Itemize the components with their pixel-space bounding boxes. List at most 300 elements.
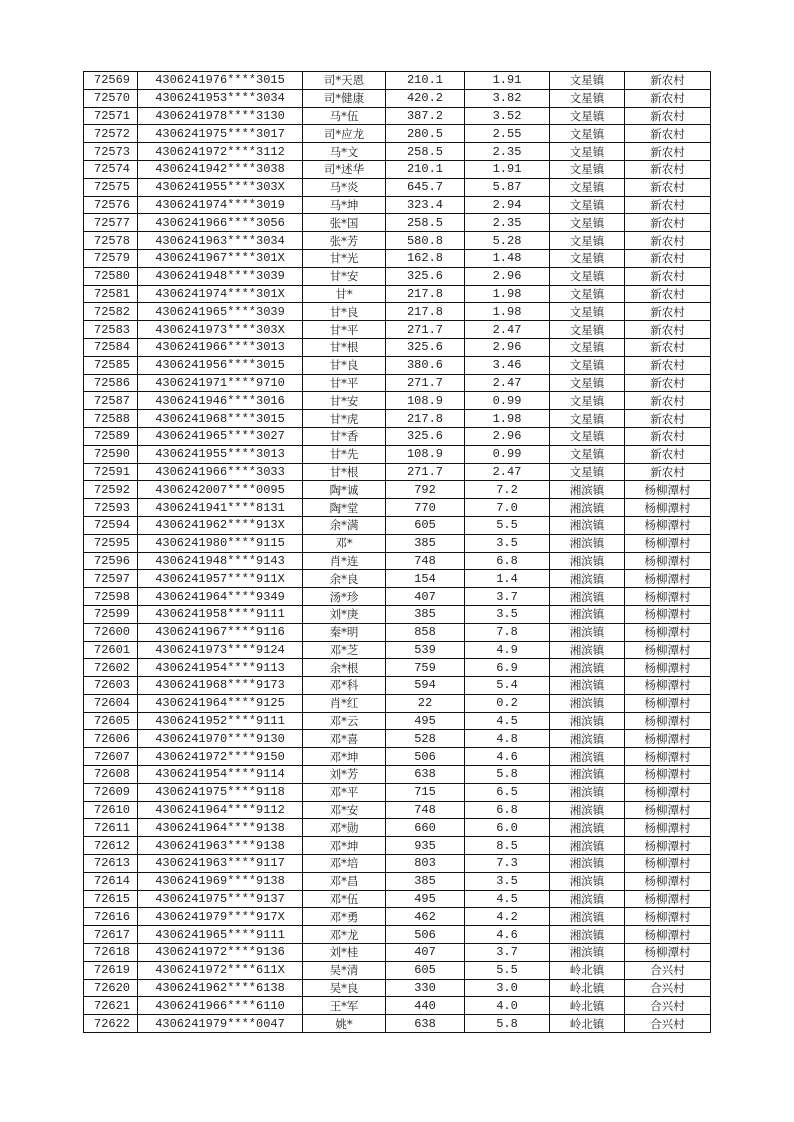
amount-cell: 108.9 — [386, 392, 465, 410]
area-cell: 1.98 — [465, 410, 550, 428]
town-cell: 文星镇 — [550, 392, 625, 410]
id-number-cell: 4306241980****9115 — [138, 534, 303, 552]
table-row — [84, 392, 711, 410]
name-cell: 司*天恩 — [303, 72, 386, 90]
town-cell: 湘滨镇 — [550, 783, 625, 801]
name-cell: 张*芳 — [303, 232, 386, 250]
area-cell: 7.2 — [465, 481, 550, 499]
village-cell: 新农村 — [625, 356, 711, 374]
village-cell: 新农村 — [625, 392, 711, 410]
area-cell: 4.5 — [465, 890, 550, 908]
area-cell: 5.4 — [465, 677, 550, 695]
table-row — [84, 819, 711, 837]
town-cell: 湘滨镇 — [550, 588, 625, 606]
serial-number-cell: 72591 — [84, 463, 138, 481]
id-number-cell: 4306241962****913X — [138, 516, 303, 534]
serial-number-cell: 72584 — [84, 338, 138, 356]
id-number-cell: 4306241973****9124 — [138, 641, 303, 659]
table-row — [84, 944, 711, 962]
serial-number-cell: 72608 — [84, 766, 138, 784]
serial-number-cell: 72606 — [84, 730, 138, 748]
table-row — [84, 249, 711, 267]
town-cell: 文星镇 — [550, 338, 625, 356]
id-number-cell: 4306241965****9111 — [138, 926, 303, 944]
table-row — [84, 712, 711, 730]
area-cell: 3.7 — [465, 944, 550, 962]
name-cell: 甘* — [303, 285, 386, 303]
name-cell: 余*满 — [303, 516, 386, 534]
area-cell: 3.5 — [465, 534, 550, 552]
id-number-cell: 4306241963****9117 — [138, 855, 303, 873]
amount-cell: 210.1 — [386, 72, 465, 90]
serial-number-cell: 72574 — [84, 160, 138, 178]
town-cell: 文星镇 — [550, 196, 625, 214]
area-cell: 2.96 — [465, 267, 550, 285]
village-cell: 杨柳潭村 — [625, 677, 711, 695]
table-row — [84, 445, 711, 463]
name-cell: 甘*香 — [303, 427, 386, 445]
table-row — [84, 979, 711, 997]
town-cell: 湘滨镇 — [550, 570, 625, 588]
amount-cell: 495 — [386, 712, 465, 730]
town-cell: 文星镇 — [550, 72, 625, 90]
table-row — [84, 214, 711, 232]
amount-cell: 323.4 — [386, 196, 465, 214]
serial-number-cell: 72599 — [84, 605, 138, 623]
id-number-cell: 4306241966****3033 — [138, 463, 303, 481]
amount-cell: 154 — [386, 570, 465, 588]
serial-number-cell: 72594 — [84, 516, 138, 534]
amount-cell: 108.9 — [386, 445, 465, 463]
id-number-cell: 4306241965****3027 — [138, 427, 303, 445]
name-cell: 马*文 — [303, 143, 386, 161]
area-cell: 6.8 — [465, 552, 550, 570]
amount-cell: 407 — [386, 588, 465, 606]
area-cell: 3.0 — [465, 979, 550, 997]
village-cell: 合兴村 — [625, 1015, 711, 1033]
table-row — [84, 908, 711, 926]
serial-number-cell: 72609 — [84, 783, 138, 801]
id-number-cell: 4306241967****9116 — [138, 623, 303, 641]
area-cell: 1.4 — [465, 570, 550, 588]
table-row — [84, 196, 711, 214]
area-cell: 0.2 — [465, 694, 550, 712]
amount-cell: 217.8 — [386, 285, 465, 303]
area-cell: 7.0 — [465, 499, 550, 517]
town-cell: 湘滨镇 — [550, 605, 625, 623]
name-cell: 甘*安 — [303, 267, 386, 285]
amount-cell: 748 — [386, 801, 465, 819]
table-row — [84, 837, 711, 855]
town-cell: 湘滨镇 — [550, 890, 625, 908]
table-row — [84, 125, 711, 143]
area-cell: 3.46 — [465, 356, 550, 374]
id-number-cell: 4306241956****3015 — [138, 356, 303, 374]
area-cell: 5.8 — [465, 1015, 550, 1033]
village-cell: 新农村 — [625, 89, 711, 107]
table-row — [84, 961, 711, 979]
amount-cell: 271.7 — [386, 463, 465, 481]
serial-number-cell: 72597 — [84, 570, 138, 588]
serial-number-cell: 72620 — [84, 979, 138, 997]
amount-cell: 638 — [386, 766, 465, 784]
table-row — [84, 285, 711, 303]
village-cell: 新农村 — [625, 463, 711, 481]
serial-number-cell: 72622 — [84, 1015, 138, 1033]
village-cell: 新农村 — [625, 427, 711, 445]
amount-cell: 605 — [386, 516, 465, 534]
town-cell: 文星镇 — [550, 321, 625, 339]
town-cell: 文星镇 — [550, 160, 625, 178]
id-number-cell: 4306241974****3019 — [138, 196, 303, 214]
village-cell: 新农村 — [625, 178, 711, 196]
village-cell: 杨柳潭村 — [625, 730, 711, 748]
town-cell: 湘滨镇 — [550, 801, 625, 819]
village-cell: 新农村 — [625, 160, 711, 178]
amount-cell: 380.6 — [386, 356, 465, 374]
name-cell: 甘*根 — [303, 463, 386, 481]
area-cell: 4.5 — [465, 712, 550, 730]
id-number-cell: 4306241942****3038 — [138, 160, 303, 178]
amount-cell: 792 — [386, 481, 465, 499]
town-cell: 湘滨镇 — [550, 659, 625, 677]
id-number-cell: 4306241973****303X — [138, 321, 303, 339]
amount-cell: 420.2 — [386, 89, 465, 107]
area-cell: 2.47 — [465, 321, 550, 339]
serial-number-cell: 72575 — [84, 178, 138, 196]
table-row — [84, 232, 711, 250]
table-row — [84, 72, 711, 90]
id-number-cell: 4306241952****9111 — [138, 712, 303, 730]
name-cell: 邓*龙 — [303, 926, 386, 944]
table-row — [84, 338, 711, 356]
serial-number-cell: 72595 — [84, 534, 138, 552]
name-cell: 邓*伍 — [303, 890, 386, 908]
serial-number-cell: 72603 — [84, 677, 138, 695]
town-cell: 文星镇 — [550, 125, 625, 143]
amount-cell: 385 — [386, 872, 465, 890]
amount-cell: 271.7 — [386, 374, 465, 392]
village-cell: 杨柳潭村 — [625, 926, 711, 944]
amount-cell: 271.7 — [386, 321, 465, 339]
town-cell: 文星镇 — [550, 463, 625, 481]
town-cell: 湘滨镇 — [550, 837, 625, 855]
town-cell: 湘滨镇 — [550, 819, 625, 837]
town-cell: 湘滨镇 — [550, 694, 625, 712]
serial-number-cell: 72569 — [84, 72, 138, 90]
area-cell: 6.9 — [465, 659, 550, 677]
id-number-cell: 4306241972****3112 — [138, 143, 303, 161]
id-number-cell: 4306241941****8131 — [138, 499, 303, 517]
name-cell: 刘*芳 — [303, 766, 386, 784]
village-cell: 新农村 — [625, 374, 711, 392]
id-number-cell: 4306241954****9113 — [138, 659, 303, 677]
id-number-cell: 4306241955****303X — [138, 178, 303, 196]
village-cell: 新农村 — [625, 249, 711, 267]
serial-number-cell: 72596 — [84, 552, 138, 570]
serial-number-cell: 72611 — [84, 819, 138, 837]
serial-number-cell: 72615 — [84, 890, 138, 908]
amount-cell: 770 — [386, 499, 465, 517]
village-cell: 新农村 — [625, 285, 711, 303]
amount-cell: 385 — [386, 605, 465, 623]
name-cell: 邓*昌 — [303, 872, 386, 890]
town-cell: 文星镇 — [550, 107, 625, 125]
table-row — [84, 641, 711, 659]
area-cell: 1.48 — [465, 249, 550, 267]
table-row — [84, 516, 711, 534]
town-cell: 文星镇 — [550, 356, 625, 374]
table-row — [84, 872, 711, 890]
serial-number-cell: 72619 — [84, 961, 138, 979]
village-cell: 合兴村 — [625, 979, 711, 997]
amount-cell: 217.8 — [386, 303, 465, 321]
table-row — [84, 303, 711, 321]
id-number-cell: 4306241974****301X — [138, 285, 303, 303]
serial-number-cell: 72621 — [84, 997, 138, 1015]
town-cell: 文星镇 — [550, 214, 625, 232]
amount-cell: 605 — [386, 961, 465, 979]
area-cell: 4.9 — [465, 641, 550, 659]
serial-number-cell: 72600 — [84, 623, 138, 641]
village-cell: 杨柳潭村 — [625, 641, 711, 659]
town-cell: 湘滨镇 — [550, 623, 625, 641]
town-cell: 湘滨镇 — [550, 855, 625, 873]
id-number-cell: 4306241964****9112 — [138, 801, 303, 819]
name-cell: 甘*良 — [303, 356, 386, 374]
village-cell: 新农村 — [625, 143, 711, 161]
name-cell: 邓*培 — [303, 855, 386, 873]
town-cell: 岭北镇 — [550, 961, 625, 979]
id-number-cell: 4306241963****3034 — [138, 232, 303, 250]
id-number-cell: 4306241957****911X — [138, 570, 303, 588]
table-row — [84, 107, 711, 125]
area-cell: 7.3 — [465, 855, 550, 873]
village-cell: 杨柳潭村 — [625, 570, 711, 588]
town-cell: 文星镇 — [550, 89, 625, 107]
village-cell: 杨柳潭村 — [625, 516, 711, 534]
name-cell: 甘*虎 — [303, 410, 386, 428]
name-cell: 甘*良 — [303, 303, 386, 321]
amount-cell: 580.8 — [386, 232, 465, 250]
serial-number-cell: 72583 — [84, 321, 138, 339]
amount-cell: 280.5 — [386, 125, 465, 143]
serial-number-cell: 72617 — [84, 926, 138, 944]
amount-cell: 162.8 — [386, 249, 465, 267]
serial-number-cell: 72589 — [84, 427, 138, 445]
name-cell: 汤*珍 — [303, 588, 386, 606]
area-cell: 2.55 — [465, 125, 550, 143]
town-cell: 文星镇 — [550, 249, 625, 267]
village-cell: 新农村 — [625, 303, 711, 321]
village-cell: 杨柳潭村 — [625, 694, 711, 712]
serial-number-cell: 72604 — [84, 694, 138, 712]
area-cell: 1.98 — [465, 303, 550, 321]
name-cell: 司*健康 — [303, 89, 386, 107]
id-number-cell: 4306241969****9138 — [138, 872, 303, 890]
id-number-cell: 4306241963****9138 — [138, 837, 303, 855]
area-cell: 5.5 — [465, 516, 550, 534]
table-row — [84, 588, 711, 606]
village-cell: 新农村 — [625, 196, 711, 214]
area-cell: 0.99 — [465, 392, 550, 410]
amount-cell: 495 — [386, 890, 465, 908]
id-number-cell: 4306241972****611X — [138, 961, 303, 979]
amount-cell: 22 — [386, 694, 465, 712]
table-row — [84, 552, 711, 570]
amount-cell: 759 — [386, 659, 465, 677]
name-cell: 陶*诚 — [303, 481, 386, 499]
table-row — [84, 267, 711, 285]
village-cell: 杨柳潭村 — [625, 659, 711, 677]
table-row — [84, 855, 711, 873]
amount-cell: 645.7 — [386, 178, 465, 196]
village-cell: 杨柳潭村 — [625, 623, 711, 641]
village-cell: 杨柳潭村 — [625, 855, 711, 873]
name-cell: 邓*勇 — [303, 908, 386, 926]
serial-number-cell: 72602 — [84, 659, 138, 677]
area-cell: 0.99 — [465, 445, 550, 463]
amount-cell: 210.1 — [386, 160, 465, 178]
area-cell: 4.6 — [465, 926, 550, 944]
amount-cell: 748 — [386, 552, 465, 570]
name-cell: 司*应龙 — [303, 125, 386, 143]
id-number-cell: 4306241979****0047 — [138, 1015, 303, 1033]
town-cell: 文星镇 — [550, 427, 625, 445]
table-row — [84, 783, 711, 801]
serial-number-cell: 72581 — [84, 285, 138, 303]
village-cell: 新农村 — [625, 338, 711, 356]
amount-cell: 385 — [386, 534, 465, 552]
town-cell: 文星镇 — [550, 143, 625, 161]
name-cell: 余*根 — [303, 659, 386, 677]
area-cell: 4.6 — [465, 748, 550, 766]
id-number-cell: 4306241964****9349 — [138, 588, 303, 606]
village-cell: 杨柳潭村 — [625, 837, 711, 855]
name-cell: 邓*科 — [303, 677, 386, 695]
name-cell: 肖*连 — [303, 552, 386, 570]
id-number-cell: 4306241968****3015 — [138, 410, 303, 428]
serial-number-cell: 72616 — [84, 908, 138, 926]
amount-cell: 325.6 — [386, 267, 465, 285]
village-cell: 杨柳潭村 — [625, 801, 711, 819]
serial-number-cell: 72586 — [84, 374, 138, 392]
serial-number-cell: 72605 — [84, 712, 138, 730]
village-cell: 杨柳潭村 — [625, 872, 711, 890]
name-cell: 邓*平 — [303, 783, 386, 801]
village-cell: 杨柳潭村 — [625, 588, 711, 606]
serial-number-cell: 72598 — [84, 588, 138, 606]
name-cell: 邓*安 — [303, 801, 386, 819]
town-cell: 岭北镇 — [550, 1015, 625, 1033]
table-row — [84, 499, 711, 517]
id-number-cell: 4306241962****6138 — [138, 979, 303, 997]
serial-number-cell: 72601 — [84, 641, 138, 659]
area-cell: 1.98 — [465, 285, 550, 303]
table-row — [84, 374, 711, 392]
area-cell: 5.5 — [465, 961, 550, 979]
name-cell: 吴*清 — [303, 961, 386, 979]
id-number-cell: 4306241964****9138 — [138, 819, 303, 837]
village-cell: 杨柳潭村 — [625, 766, 711, 784]
name-cell: 马*炎 — [303, 178, 386, 196]
id-number-cell: 4306241953****3034 — [138, 89, 303, 107]
name-cell: 肖*红 — [303, 694, 386, 712]
id-number-cell: 4306241954****9114 — [138, 766, 303, 784]
id-number-cell: 4306241948****9143 — [138, 552, 303, 570]
id-number-cell: 4306241975****9118 — [138, 783, 303, 801]
name-cell: 邓* — [303, 534, 386, 552]
town-cell: 湘滨镇 — [550, 944, 625, 962]
town-cell: 湘滨镇 — [550, 552, 625, 570]
id-number-cell: 4306242007****0095 — [138, 481, 303, 499]
serial-number-cell: 72578 — [84, 232, 138, 250]
area-cell: 2.96 — [465, 427, 550, 445]
area-cell: 3.7 — [465, 588, 550, 606]
area-cell: 4.8 — [465, 730, 550, 748]
table-row — [84, 356, 711, 374]
area-cell: 3.82 — [465, 89, 550, 107]
table-row — [84, 997, 711, 1015]
serial-number-cell: 72593 — [84, 499, 138, 517]
table-row — [84, 160, 711, 178]
amount-cell: 325.6 — [386, 338, 465, 356]
amount-cell: 858 — [386, 623, 465, 641]
table-row — [84, 89, 711, 107]
table-row — [84, 427, 711, 445]
area-cell: 2.35 — [465, 143, 550, 161]
id-number-cell: 4306241966****3056 — [138, 214, 303, 232]
table-row — [84, 178, 711, 196]
amount-cell: 715 — [386, 783, 465, 801]
area-cell: 2.47 — [465, 463, 550, 481]
name-cell: 余*良 — [303, 570, 386, 588]
area-cell: 3.52 — [465, 107, 550, 125]
name-cell: 秦*明 — [303, 623, 386, 641]
area-cell: 2.96 — [465, 338, 550, 356]
town-cell: 文星镇 — [550, 267, 625, 285]
amount-cell: 935 — [386, 837, 465, 855]
name-cell: 邓*喜 — [303, 730, 386, 748]
table-row — [84, 677, 711, 695]
records-table — [83, 71, 711, 1033]
town-cell: 文星镇 — [550, 232, 625, 250]
name-cell: 甘*根 — [303, 338, 386, 356]
serial-number-cell: 72618 — [84, 944, 138, 962]
village-cell: 合兴村 — [625, 997, 711, 1015]
name-cell: 马*伍 — [303, 107, 386, 125]
name-cell: 陶*堂 — [303, 499, 386, 517]
village-cell: 新农村 — [625, 72, 711, 90]
id-number-cell: 4306241966****3013 — [138, 338, 303, 356]
amount-cell: 330 — [386, 979, 465, 997]
name-cell: 邓*云 — [303, 712, 386, 730]
amount-cell: 217.8 — [386, 410, 465, 428]
id-number-cell: 4306241955****3013 — [138, 445, 303, 463]
amount-cell: 387.2 — [386, 107, 465, 125]
town-cell: 湘滨镇 — [550, 481, 625, 499]
id-number-cell: 4306241975****3017 — [138, 125, 303, 143]
village-cell: 杨柳潭村 — [625, 944, 711, 962]
name-cell: 王*军 — [303, 997, 386, 1015]
id-number-cell: 4306241979****917X — [138, 908, 303, 926]
serial-number-cell: 72590 — [84, 445, 138, 463]
town-cell: 文星镇 — [550, 285, 625, 303]
table-row — [84, 659, 711, 677]
town-cell: 湘滨镇 — [550, 534, 625, 552]
name-cell: 甘*平 — [303, 374, 386, 392]
name-cell: 司*述华 — [303, 160, 386, 178]
